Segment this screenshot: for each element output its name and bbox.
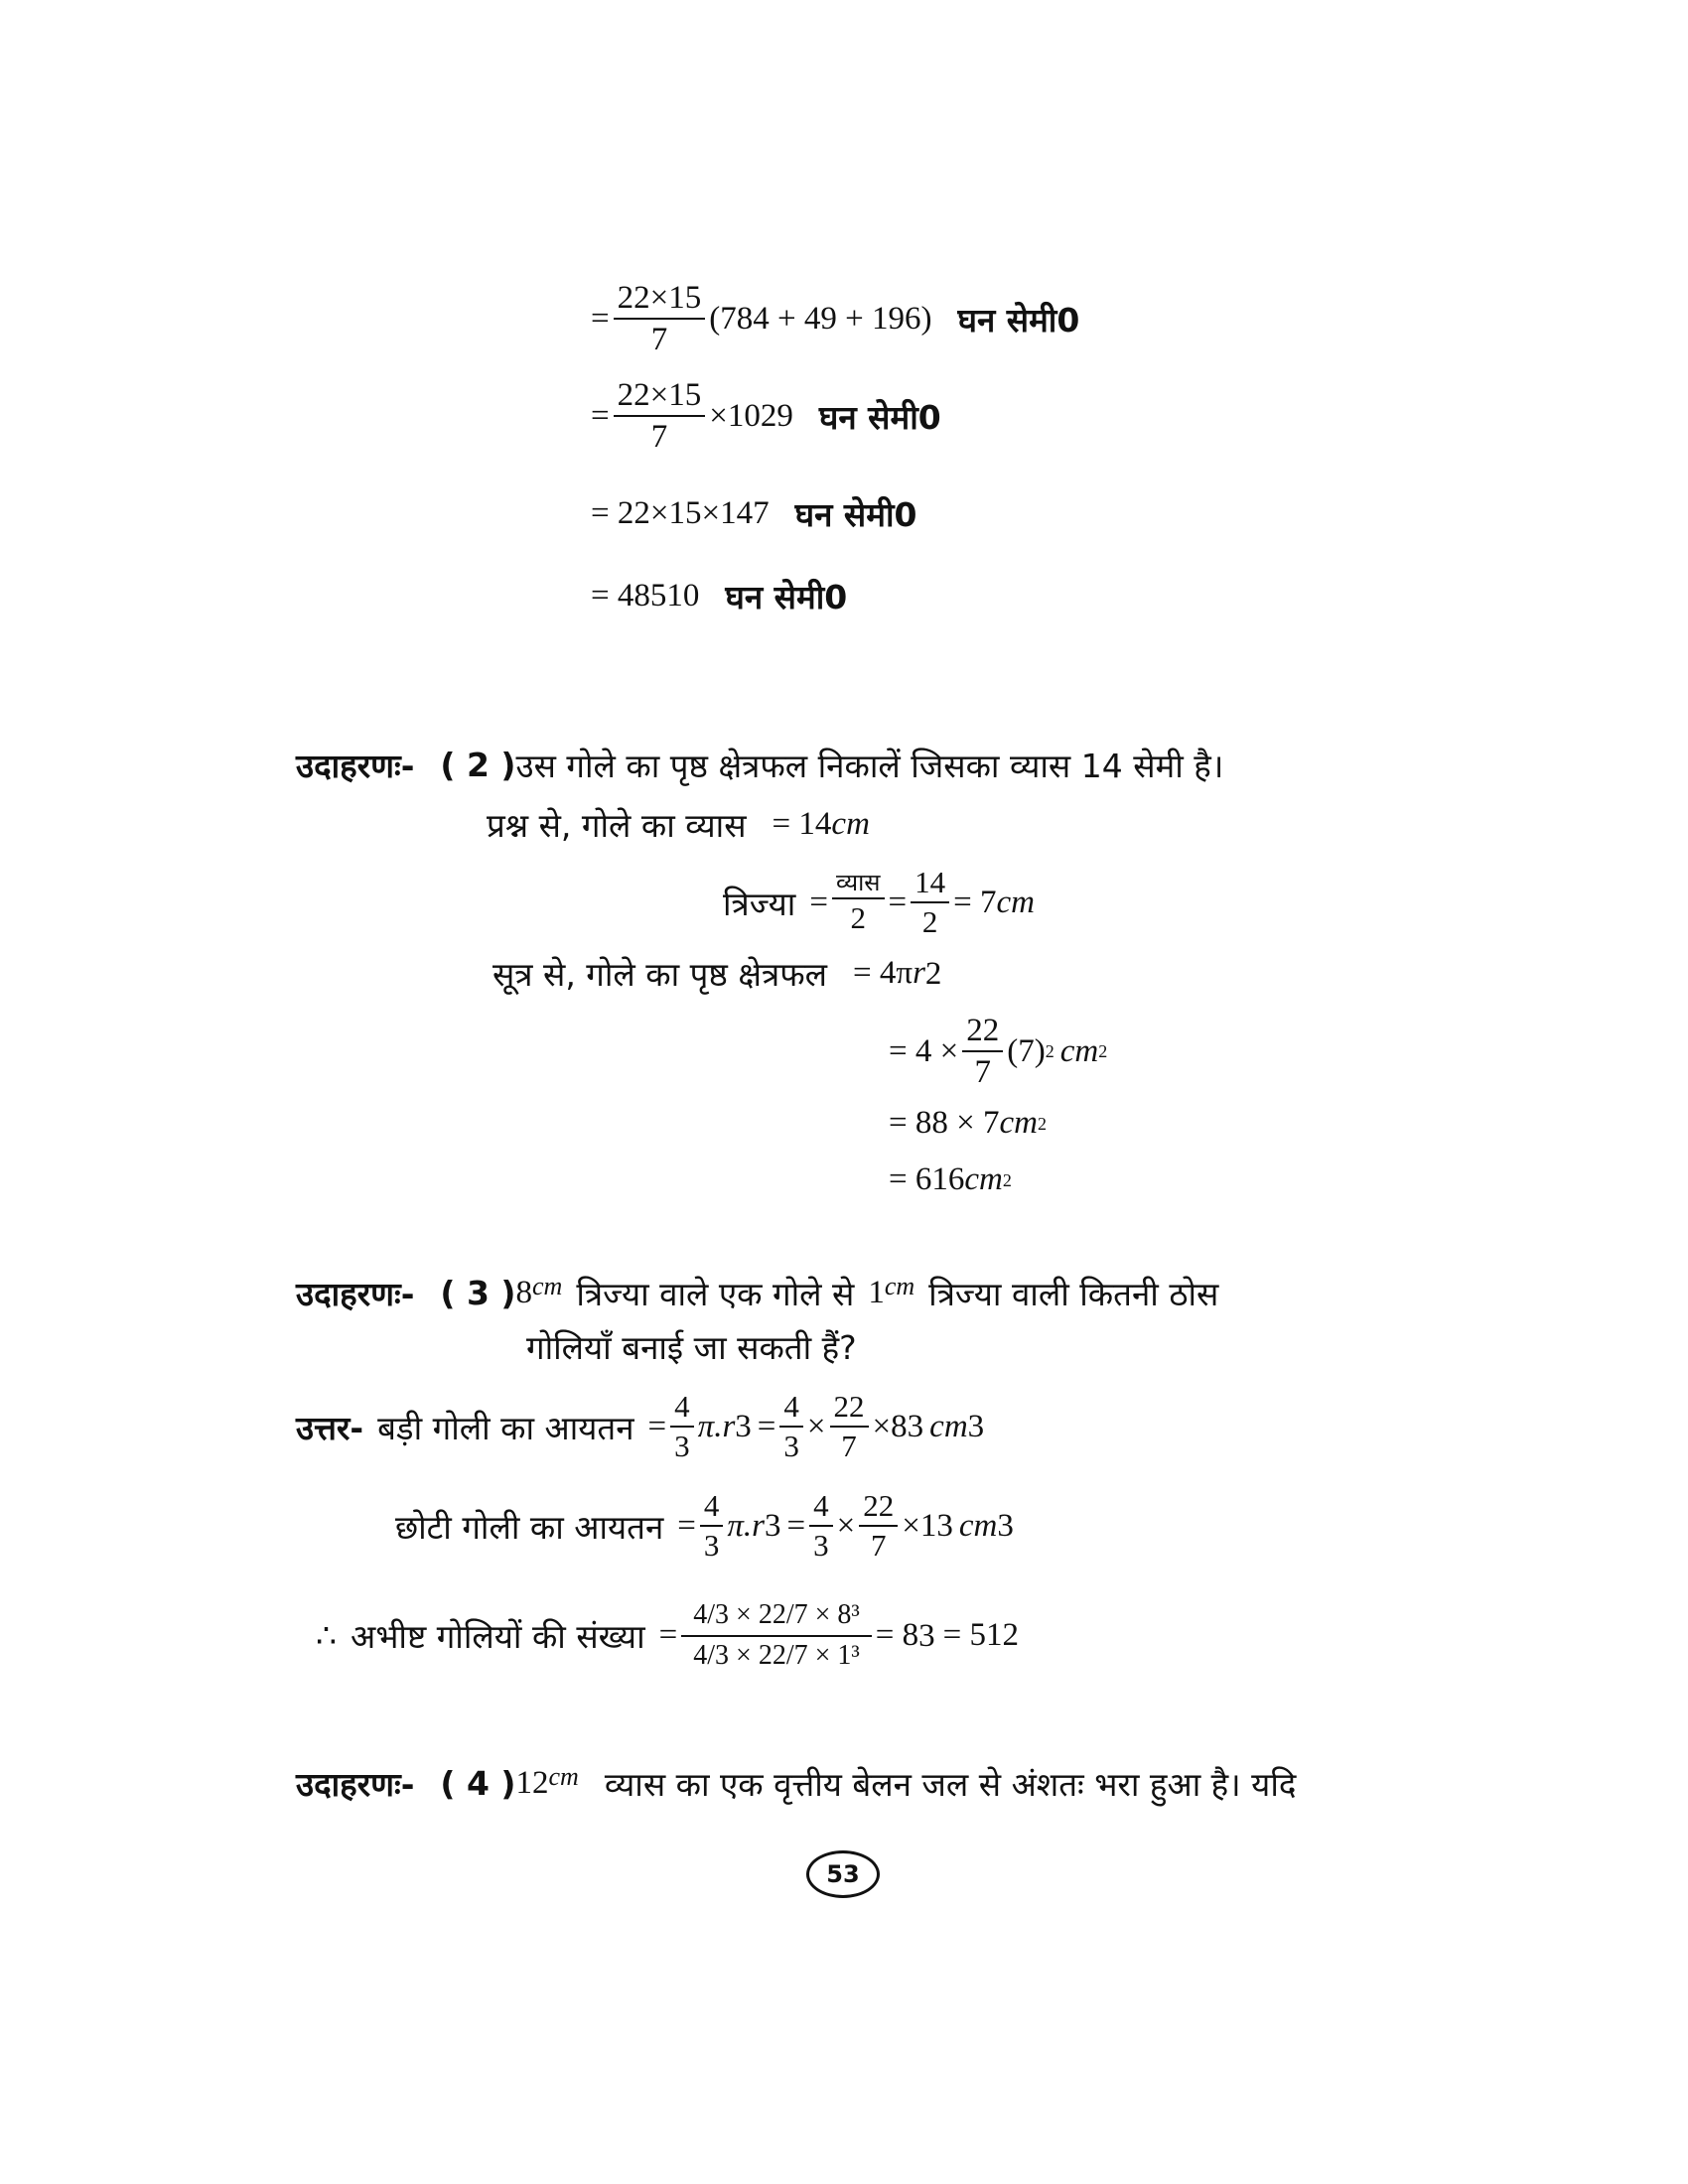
equals-sign: = [757, 1408, 776, 1444]
value-8: 8 [515, 1275, 533, 1310]
radius-symbol: r [913, 955, 925, 991]
surface-step-2: = 4 × $\frac{22}{7}$ (7) 2 cm 2 [889, 1013, 1108, 1091]
formula-line: सूत्र से, गोले का पृष्ठ क्षेत्रफल = 4π r 2 [492, 951, 941, 996]
count-text: अभीष्ट गोलियों की संख्या [351, 1617, 645, 1657]
unit-cm: cm [884, 1271, 915, 1300]
expression: ×1 [902, 1507, 937, 1544]
example-4-heading [296, 1761, 1296, 1806]
expression: ×8 [872, 1408, 908, 1444]
surface-step-3: = 88 × 7 cm 2 [889, 1105, 1047, 1141]
unit-label: घन सेमी0 [957, 300, 1080, 340]
fraction [614, 377, 706, 456]
big-ball-text: बड़ी गोली का आयतन [377, 1408, 634, 1447]
numerator: 22×15 [614, 280, 706, 320]
numerator: 14 [911, 866, 949, 903]
small-ball-text: छोटी गोली का आयतन [395, 1507, 664, 1547]
fraction [859, 1489, 898, 1563]
example-label: उदाहरणः- [296, 747, 415, 785]
numerator: 22 [830, 1390, 869, 1428]
formula-text: सूत्र से, गोले का पृष्ठ क्षेत्रफल [492, 955, 828, 994]
value-12: 12 [515, 1765, 549, 1801]
numerator: 4/3 × 22/7 × 8³ [681, 1600, 872, 1637]
calc-line-4 [591, 574, 847, 618]
fraction [832, 870, 885, 935]
numerator: 4 [700, 1489, 724, 1527]
unit-cm: cm [999, 1105, 1038, 1141]
example-number: ( 2 ) [440, 746, 516, 784]
fraction [962, 1013, 1003, 1091]
equals-sign: = [591, 300, 610, 337]
calc-line-1 [591, 280, 1079, 358]
diameter-text: प्रश्न से, गोले का व्यास [487, 806, 747, 845]
numerator: 22×15 [614, 377, 706, 417]
fraction [809, 1489, 833, 1563]
denominator: 7 [974, 1054, 991, 1091]
unit-cm: cm [958, 1507, 998, 1544]
therefore-symbol: ∴ [316, 1618, 337, 1655]
fraction [700, 1489, 724, 1563]
result: = 512 [942, 1617, 1020, 1654]
expression: = 616 [889, 1161, 965, 1197]
numerator: व्यास [832, 870, 885, 899]
calc-line-3 [591, 491, 916, 536]
unit-cm: cm [532, 1271, 563, 1300]
unit-label: घन सेमी0 [725, 578, 848, 616]
example-label: उदाहरणः- [296, 1275, 415, 1313]
denominator: 3 [703, 1528, 720, 1564]
question-part-2: त्रिज्या वाली कितनी ठोस [928, 1275, 1219, 1313]
radius-line [723, 866, 1035, 939]
numerator: 22 [859, 1489, 898, 1527]
unit-cm: cm [1059, 1032, 1099, 1069]
ball-count: ∴ अभीष्ट गोलियों की संख्या = $\frac{\text{4/3 × 22/7 × 8³}}{\text{4/3 × 22/7 × 1³}}$ = 8 3 = 512 [316, 1599, 1020, 1671]
denominator: 3 [674, 1429, 690, 1464]
answer-label: उत्तर- [296, 1408, 364, 1447]
unit-cm: cm [548, 1761, 579, 1791]
numerator: 22 [962, 1013, 1003, 1052]
unit-cm: cm [996, 884, 1036, 920]
example-text: व्यास का एक वृत्तीय बेलन जल से अंशतः भरा हुआ है। यदि [604, 1765, 1297, 1804]
fraction [670, 1390, 694, 1463]
denominator: 2 [850, 900, 866, 936]
big-ball-volume: उत्तर- बड़ी गोली का आयतन = $\frac{4}{3}$ π.r 3 = $\frac{4}{3}$ × $\frac{22}{7}$ ×8 3 cm 3 [296, 1389, 985, 1464]
radius-value: = 7 [953, 884, 997, 920]
example-label: उदाहरणः- [296, 1765, 415, 1804]
expression: = 8 [875, 1617, 919, 1654]
fraction [614, 280, 706, 358]
equals-sign: = [658, 1617, 678, 1654]
equals-sign: = [786, 1507, 806, 1544]
expression: ×1029 [709, 397, 793, 434]
equals-sign: = [809, 884, 828, 920]
fraction [779, 1390, 803, 1463]
fraction [911, 866, 949, 939]
expression: = 88 × 7 [889, 1105, 1000, 1141]
expression: = 22×15×147 [591, 495, 770, 531]
example-3-heading [296, 1271, 1218, 1315]
denominator: 3 [783, 1429, 799, 1464]
equals-sign: = [647, 1408, 667, 1444]
times-sign: × [836, 1507, 856, 1544]
unit-cm: cm [964, 1161, 1003, 1197]
denominator: 7 [650, 322, 668, 358]
equals-sign: = [888, 884, 908, 920]
denominator: 7 [871, 1528, 887, 1564]
expression: = 48510 [591, 578, 700, 614]
example-number: ( 4 ) [440, 1764, 516, 1803]
numerator: 4 [809, 1489, 833, 1527]
calc-line-2 [591, 377, 941, 456]
example-number: ( 3 ) [440, 1274, 516, 1312]
denominator: 7 [841, 1429, 857, 1464]
pi-r: π.r [727, 1507, 766, 1544]
value-1: 1 [868, 1275, 885, 1310]
numerator: 4 [670, 1390, 694, 1428]
unit-label: घन सेमी0 [818, 397, 941, 437]
expression: = 4 × [889, 1032, 959, 1069]
radius-label: त्रिज्या [723, 884, 796, 923]
diameter-value: = 14 [772, 806, 832, 842]
diameter-line [487, 802, 870, 847]
question-part-1: त्रिज्या वाले एक गोले से [576, 1275, 855, 1313]
page-number-text: 53 [826, 1860, 860, 1888]
question-part-3: गोलियाँ बनाई जा सकती हैं? [526, 1328, 857, 1367]
example-question: उस गोले का पृष्ठ क्षेत्रफल निकालें जिसका व्यास 14 सेमी है। [515, 747, 1224, 785]
surface-step-4: = 616 cm 2 [889, 1161, 1012, 1197]
small-ball-volume: छोटी गोली का आयतन = $\frac{4}{3}$ π.r 3 = $\frac{4}{3}$ × $\frac{22}{7}$ ×1 3 cm 3 [395, 1488, 1014, 1564]
unit-cm: cm [831, 806, 870, 842]
equals-sign: = [591, 397, 610, 434]
page-number [806, 1850, 880, 1898]
denominator: 4/3 × 22/7 × 1³ [693, 1639, 860, 1671]
denominator: 7 [650, 419, 668, 456]
unit-label: घन सेमी0 [794, 495, 917, 534]
expression: (784 + 49 + 196) [709, 300, 932, 337]
numerator: 4 [779, 1390, 803, 1428]
unit-cm: cm [929, 1408, 968, 1444]
example-2-heading [296, 743, 1223, 787]
denominator: 2 [921, 904, 938, 940]
fraction [830, 1390, 869, 1463]
times-sign: × [806, 1408, 826, 1444]
expression: (7) [1007, 1032, 1046, 1069]
denominator: 3 [813, 1528, 829, 1564]
equals-sign: = [677, 1507, 696, 1544]
compound-fraction [681, 1600, 872, 1672]
formula-value: = 4π [853, 955, 914, 991]
pi-r: π.r [697, 1408, 736, 1444]
